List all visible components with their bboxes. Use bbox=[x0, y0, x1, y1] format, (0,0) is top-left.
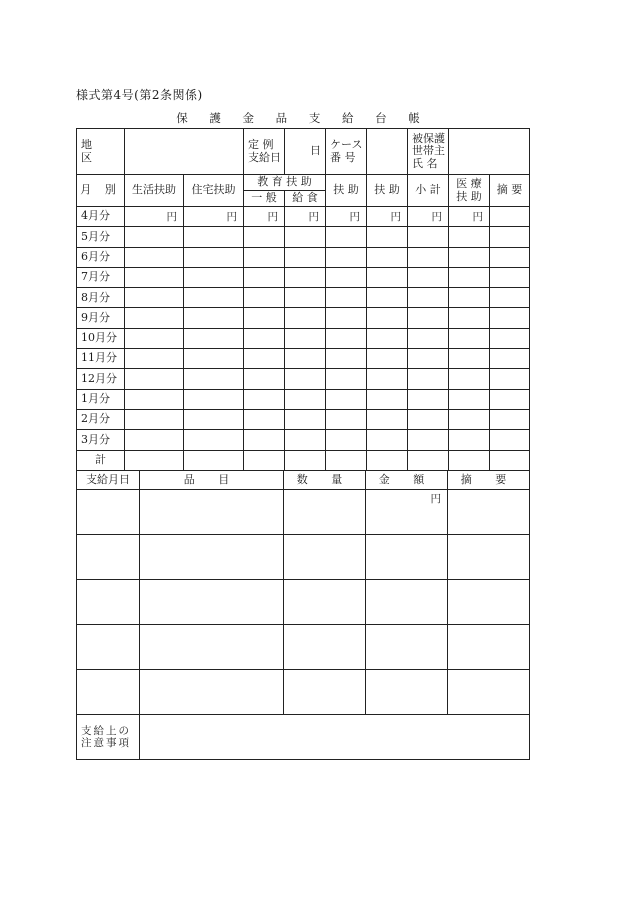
amount-cell[interactable] bbox=[408, 430, 449, 450]
head-of-household-field[interactable] bbox=[449, 129, 530, 175]
total-cell[interactable] bbox=[244, 450, 285, 470]
total-cell[interactable] bbox=[408, 450, 449, 470]
amount-cell[interactable]: 円 bbox=[285, 207, 326, 227]
month-row bbox=[77, 349, 530, 369]
amount-cell[interactable] bbox=[366, 535, 448, 580]
quantity-cell[interactable] bbox=[284, 580, 366, 625]
amount-cell[interactable] bbox=[244, 227, 285, 247]
payment-date-cell[interactable] bbox=[77, 625, 140, 670]
form-number-label: 様式第4号(第2条関係) bbox=[76, 88, 203, 102]
amount-cell[interactable] bbox=[244, 430, 285, 450]
amount-cell[interactable] bbox=[367, 308, 408, 328]
month-row bbox=[77, 227, 530, 247]
amount-cell[interactable] bbox=[408, 369, 449, 389]
amount-cell[interactable] bbox=[367, 288, 408, 308]
month-label: 4月分 bbox=[77, 207, 125, 227]
col-quantity: 数 量 bbox=[284, 471, 366, 490]
amount-cell[interactable] bbox=[367, 227, 408, 247]
amount-cell[interactable] bbox=[244, 267, 285, 287]
col-subtotal: 小 計 bbox=[408, 175, 449, 207]
amount-cell[interactable] bbox=[285, 328, 326, 348]
amount-cell[interactable] bbox=[326, 267, 367, 287]
amount-cell[interactable] bbox=[326, 288, 367, 308]
col-payment-date: 支給月日 bbox=[77, 471, 140, 490]
item-cell[interactable] bbox=[140, 580, 284, 625]
amount-cell[interactable] bbox=[449, 288, 490, 308]
goods-rows bbox=[77, 490, 530, 715]
total-row bbox=[77, 450, 530, 470]
month-label: 8月分 bbox=[77, 288, 125, 308]
amount-cell[interactable] bbox=[285, 227, 326, 247]
amount-cell[interactable] bbox=[367, 369, 408, 389]
month-row bbox=[77, 308, 530, 328]
amount-cell[interactable] bbox=[490, 430, 530, 450]
amount-cell[interactable] bbox=[326, 227, 367, 247]
total-cell[interactable] bbox=[285, 450, 326, 470]
amount-cell[interactable] bbox=[367, 247, 408, 267]
amount-cell[interactable] bbox=[125, 267, 184, 287]
goods-row bbox=[77, 670, 530, 715]
amount-cell[interactable] bbox=[244, 288, 285, 308]
amount-cell[interactable] bbox=[449, 409, 490, 429]
month-row bbox=[77, 267, 530, 287]
col-housing-assistance: 住宅扶助 bbox=[184, 175, 244, 207]
amount-cell[interactable] bbox=[125, 288, 184, 308]
amount-cell[interactable] bbox=[366, 625, 448, 670]
month-label: 6月分 bbox=[77, 247, 125, 267]
amount-cell[interactable] bbox=[408, 267, 449, 287]
amount-cell[interactable] bbox=[449, 328, 490, 348]
amount-cell[interactable] bbox=[184, 308, 244, 328]
goods-row bbox=[77, 490, 530, 535]
amount-cell[interactable] bbox=[244, 308, 285, 328]
amount-cell[interactable] bbox=[125, 328, 184, 348]
document-title: 保 護 金 品 支 給 台 帳 bbox=[176, 111, 429, 125]
month-row bbox=[77, 207, 530, 227]
total-cell[interactable] bbox=[490, 450, 530, 470]
amount-cell[interactable] bbox=[184, 267, 244, 287]
amount-cell[interactable] bbox=[184, 288, 244, 308]
amount-cell[interactable] bbox=[490, 369, 530, 389]
district-field[interactable] bbox=[125, 129, 244, 175]
amount-cell[interactable] bbox=[367, 409, 408, 429]
amount-cell[interactable]: 円 bbox=[184, 207, 244, 227]
notes-field[interactable] bbox=[140, 715, 530, 760]
total-cell[interactable] bbox=[367, 450, 408, 470]
amount-cell[interactable] bbox=[184, 409, 244, 429]
amount-cell[interactable] bbox=[408, 389, 449, 409]
amount-cell[interactable] bbox=[244, 389, 285, 409]
amount-cell[interactable] bbox=[244, 409, 285, 429]
amount-cell[interactable] bbox=[490, 288, 530, 308]
amount-cell[interactable] bbox=[184, 389, 244, 409]
amount-cell[interactable] bbox=[125, 409, 184, 429]
amount-cell[interactable] bbox=[449, 308, 490, 328]
total-cell[interactable] bbox=[449, 450, 490, 470]
remarks-cell[interactable] bbox=[448, 670, 530, 715]
amount-cell[interactable] bbox=[367, 267, 408, 287]
month-row bbox=[77, 389, 530, 409]
amount-cell[interactable] bbox=[244, 349, 285, 369]
payment-date-cell[interactable] bbox=[77, 670, 140, 715]
remarks-cell[interactable] bbox=[448, 625, 530, 670]
amount-cell[interactable] bbox=[184, 430, 244, 450]
amount-cell[interactable] bbox=[449, 389, 490, 409]
amount-cell[interactable] bbox=[449, 247, 490, 267]
total-cell[interactable] bbox=[125, 450, 184, 470]
amount-cell[interactable] bbox=[490, 349, 530, 369]
col-goods-remarks: 摘 要 bbox=[448, 471, 530, 490]
amount-cell[interactable] bbox=[490, 227, 530, 247]
col-medical-assistance: 医 療 扶 助 bbox=[449, 175, 490, 207]
amount-cell[interactable] bbox=[285, 389, 326, 409]
col-education-meals: 給 食 bbox=[285, 191, 326, 207]
amount-cell[interactable] bbox=[285, 409, 326, 429]
col-education-assistance: 教 育 扶 助 bbox=[244, 175, 326, 191]
amount-cell[interactable] bbox=[285, 267, 326, 287]
month-row bbox=[77, 430, 530, 450]
month-label: 11月分 bbox=[77, 349, 125, 369]
month-label: 9月分 bbox=[77, 308, 125, 328]
total-cell[interactable] bbox=[326, 450, 367, 470]
amount-cell[interactable] bbox=[285, 308, 326, 328]
amount-cell[interactable] bbox=[449, 369, 490, 389]
amount-cell[interactable] bbox=[125, 349, 184, 369]
goods-row bbox=[77, 580, 530, 625]
col-item: 品 目 bbox=[140, 471, 284, 490]
header-info-row bbox=[77, 129, 530, 175]
amount-cell[interactable] bbox=[367, 430, 408, 450]
goods-header-row bbox=[77, 471, 530, 490]
amount-cell[interactable]: 円 bbox=[244, 207, 285, 227]
month-label: 12月分 bbox=[77, 369, 125, 389]
amount-cell[interactable] bbox=[367, 328, 408, 348]
amount-cell[interactable]: 円 bbox=[326, 207, 367, 227]
amount-cell[interactable] bbox=[326, 430, 367, 450]
col-amount: 金 額 bbox=[366, 471, 448, 490]
month-row bbox=[77, 247, 530, 267]
col-living-assistance: 生活扶助 bbox=[125, 175, 184, 207]
item-cell[interactable] bbox=[140, 490, 284, 535]
amount-cell[interactable] bbox=[184, 349, 244, 369]
amount-cell[interactable] bbox=[490, 389, 530, 409]
col-education-general: 一 般 bbox=[244, 191, 285, 207]
amount-cell[interactable] bbox=[449, 267, 490, 287]
month-row bbox=[77, 369, 530, 389]
amount-cell[interactable] bbox=[408, 328, 449, 348]
payment-date-cell[interactable] bbox=[77, 490, 140, 535]
amount-cell[interactable]: 円 bbox=[449, 207, 490, 227]
month-label: 1月分 bbox=[77, 389, 125, 409]
amount-cell[interactable] bbox=[184, 247, 244, 267]
amount-cell[interactable] bbox=[490, 247, 530, 267]
column-header-row-1 bbox=[77, 175, 530, 191]
amount-cell[interactable] bbox=[408, 409, 449, 429]
amount-cell[interactable] bbox=[125, 308, 184, 328]
total-label: 計 bbox=[77, 450, 125, 470]
case-number-field[interactable] bbox=[367, 129, 408, 175]
amount-cell[interactable] bbox=[285, 288, 326, 308]
amount-cell[interactable] bbox=[408, 308, 449, 328]
notes-label: 支給上の 注意事項 bbox=[77, 715, 140, 760]
quantity-cell[interactable] bbox=[284, 535, 366, 580]
item-cell[interactable] bbox=[140, 535, 284, 580]
amount-cell[interactable] bbox=[449, 430, 490, 450]
amount-cell[interactable] bbox=[408, 349, 449, 369]
quantity-cell[interactable] bbox=[284, 625, 366, 670]
amount-cell[interactable] bbox=[490, 207, 530, 227]
amount-cell[interactable] bbox=[490, 409, 530, 429]
notes-row bbox=[77, 715, 530, 760]
amount-cell[interactable] bbox=[244, 369, 285, 389]
total-cell[interactable] bbox=[184, 450, 244, 470]
amount-cell[interactable] bbox=[408, 288, 449, 308]
quantity-cell[interactable] bbox=[284, 670, 366, 715]
amount-cell[interactable]: 円 bbox=[408, 207, 449, 227]
amount-cell[interactable] bbox=[326, 308, 367, 328]
month-label: 10月分 bbox=[77, 328, 125, 348]
month-rows bbox=[77, 207, 530, 451]
amount-cell[interactable] bbox=[125, 389, 184, 409]
amount-cell[interactable] bbox=[326, 349, 367, 369]
amount-cell[interactable] bbox=[326, 389, 367, 409]
amount-cell[interactable] bbox=[285, 430, 326, 450]
remarks-cell[interactable] bbox=[448, 580, 530, 625]
goods-provision-table bbox=[76, 470, 530, 760]
amount-cell[interactable] bbox=[490, 308, 530, 328]
month-label: 5月分 bbox=[77, 227, 125, 247]
amount-cell[interactable] bbox=[184, 328, 244, 348]
quantity-cell[interactable] bbox=[284, 490, 366, 535]
amount-cell[interactable] bbox=[408, 227, 449, 247]
remarks-cell[interactable] bbox=[448, 535, 530, 580]
amount-cell[interactable] bbox=[326, 247, 367, 267]
amount-cell[interactable]: 円 bbox=[366, 490, 448, 535]
payment-date-cell[interactable] bbox=[77, 580, 140, 625]
payment-date-cell[interactable] bbox=[77, 535, 140, 580]
monthly-ledger-table bbox=[76, 128, 530, 471]
amount-cell[interactable] bbox=[184, 227, 244, 247]
case-number-label: ケース 番 号 bbox=[326, 129, 367, 175]
month-row bbox=[77, 328, 530, 348]
col-remarks: 摘 要 bbox=[490, 175, 530, 207]
district-label: 地 区 bbox=[77, 129, 125, 175]
amount-cell[interactable] bbox=[244, 247, 285, 267]
goods-row bbox=[77, 625, 530, 670]
amount-cell[interactable] bbox=[366, 670, 448, 715]
amount-cell[interactable] bbox=[449, 227, 490, 247]
amount-cell[interactable] bbox=[125, 430, 184, 450]
amount-cell[interactable] bbox=[326, 409, 367, 429]
month-label: 3月分 bbox=[77, 430, 125, 450]
item-cell[interactable] bbox=[140, 625, 284, 670]
amount-cell[interactable]: 円 bbox=[125, 207, 184, 227]
amount-cell[interactable] bbox=[367, 349, 408, 369]
amount-cell[interactable] bbox=[408, 247, 449, 267]
amount-cell[interactable] bbox=[366, 580, 448, 625]
goods-row bbox=[77, 535, 530, 580]
amount-cell[interactable] bbox=[125, 369, 184, 389]
amount-cell[interactable] bbox=[125, 227, 184, 247]
amount-cell[interactable] bbox=[125, 247, 184, 267]
month-row bbox=[77, 288, 530, 308]
amount-cell[interactable] bbox=[326, 328, 367, 348]
amount-cell[interactable] bbox=[285, 369, 326, 389]
item-cell[interactable] bbox=[140, 670, 284, 715]
amount-cell[interactable] bbox=[184, 369, 244, 389]
amount-cell[interactable] bbox=[490, 328, 530, 348]
amount-cell[interactable] bbox=[490, 267, 530, 287]
amount-cell[interactable] bbox=[285, 349, 326, 369]
amount-cell[interactable]: 円 bbox=[367, 207, 408, 227]
head-of-household-label: 被保護 世帯主 氏 名 bbox=[408, 129, 449, 175]
remarks-cell[interactable] bbox=[448, 490, 530, 535]
month-label: 7月分 bbox=[77, 267, 125, 287]
amount-cell[interactable] bbox=[326, 369, 367, 389]
col-month: 月 別 bbox=[77, 175, 125, 207]
amount-cell[interactable] bbox=[449, 349, 490, 369]
amount-cell[interactable] bbox=[285, 247, 326, 267]
col-assistance-1: 扶 助 bbox=[326, 175, 367, 207]
day-label: 日 bbox=[285, 129, 326, 175]
regular-pay-date-label: 定 例 支給日 bbox=[244, 129, 285, 175]
amount-cell[interactable] bbox=[367, 389, 408, 409]
amount-cell[interactable] bbox=[244, 328, 285, 348]
col-assistance-2: 扶 助 bbox=[367, 175, 408, 207]
month-label: 2月分 bbox=[77, 409, 125, 429]
month-row bbox=[77, 409, 530, 429]
